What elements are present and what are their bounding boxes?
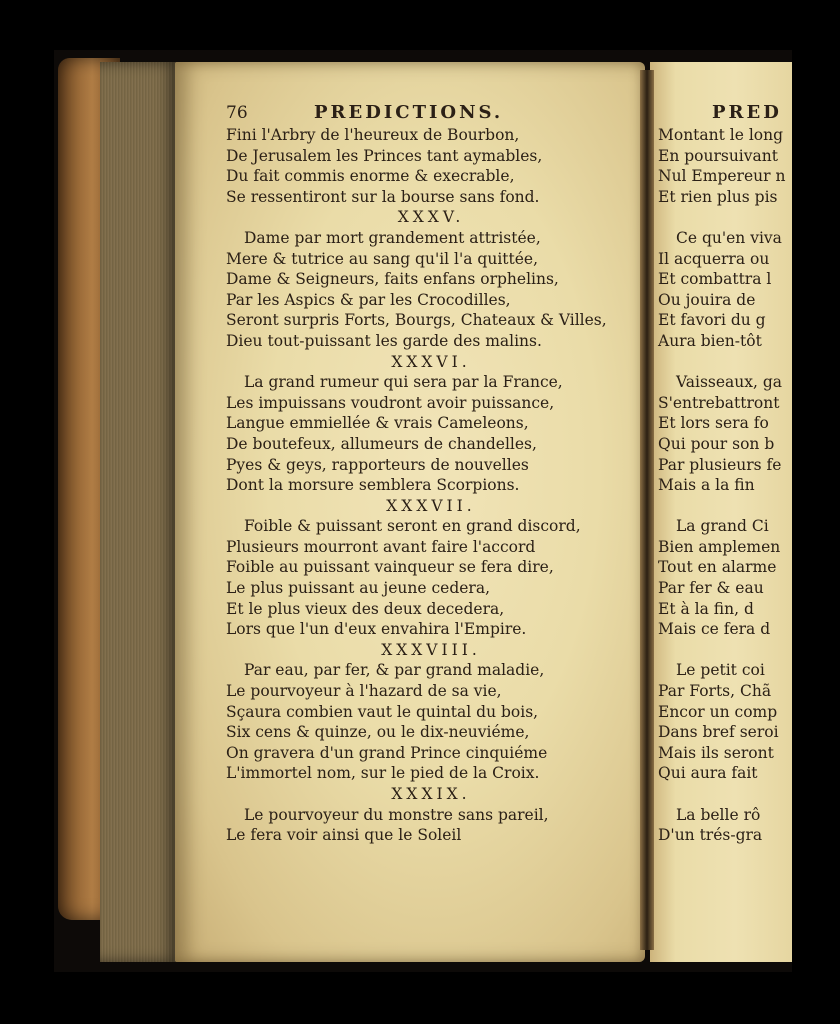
verse-line: Bien amplemen bbox=[658, 537, 781, 556]
verse-line: Langue emmiellée & vrais Cameleons, bbox=[226, 414, 529, 433]
stanza-number: XXXVII. bbox=[386, 496, 476, 515]
verse-line: Le petit coi bbox=[676, 661, 765, 680]
verse-line: Mais ce fera d bbox=[658, 620, 771, 639]
verse-line: Les impuissans voudront avoir puissance, bbox=[226, 393, 555, 412]
verse-line: En poursuivant bbox=[658, 146, 778, 165]
verse-line: Le pourvoyeur du monstre sans pareil, bbox=[244, 805, 549, 824]
page-number: 76 bbox=[226, 103, 248, 123]
verse-line: Et à la fin, d bbox=[658, 599, 754, 618]
verse-line: Six cens & quinze, ou le dix-neuviéme, bbox=[226, 723, 530, 742]
book-gutter bbox=[640, 70, 654, 950]
verse-line: Seront surpris Forts, Bourgs, Chateaux & Villes, bbox=[226, 311, 607, 330]
verse-line: Mere & tutrice au sang qu'il l'a quittée, bbox=[226, 249, 539, 268]
verse-line: De boutefeux, allumeurs de chandelles, bbox=[226, 434, 537, 453]
left-page-lines bbox=[226, 125, 636, 846]
verse-line: Et lors sera fo bbox=[658, 414, 769, 433]
verse-line: Qui aura fait bbox=[658, 764, 758, 783]
verse-line: Fini l'Arbry de l'heureux de Bourbon, bbox=[226, 126, 520, 144]
stanza-gap bbox=[658, 496, 840, 517]
verse-line: Du fait commis enorme & execrable, bbox=[226, 167, 515, 186]
left-page-text bbox=[226, 103, 636, 846]
verse-line: Le plus puissant au jeune cedera, bbox=[226, 579, 491, 598]
stanza-number: XXXIX. bbox=[391, 785, 471, 803]
verse-line: La grand Ci bbox=[676, 517, 769, 536]
verse-line: Lors que l'un d'eux envahira l'Empire. bbox=[226, 620, 527, 639]
verse-line: Par eau, par fer, & par grand maladie, bbox=[244, 661, 545, 680]
verse-line: Qui pour son b bbox=[658, 434, 775, 453]
verse-line: La belle rô bbox=[676, 805, 761, 824]
stanza-number: XXXVIII. bbox=[381, 640, 481, 659]
verse-line: Montant le long bbox=[658, 126, 784, 144]
verse-line: Il acquerra ou bbox=[658, 249, 770, 268]
verse-line: Et le plus vieux des deux decedera, bbox=[226, 599, 505, 618]
verse-line: Se ressentiront sur la bourse sans fond. bbox=[226, 187, 540, 206]
left-page-header bbox=[226, 103, 636, 125]
verse-line: Pyes & geys, rapporteurs de nouvelles bbox=[226, 455, 529, 474]
verse-line: L'immortel nom, sur le pied de la Croix. bbox=[226, 764, 540, 783]
verse-line: Ce qu'en viva bbox=[676, 228, 782, 247]
verse-line: Foible & puissant seront en grand discord, bbox=[244, 517, 581, 536]
right-running-title: PRED bbox=[712, 102, 782, 123]
verse-line: Nul Empereur n bbox=[658, 167, 786, 186]
verse-line: Aura bien-tôt bbox=[658, 331, 762, 350]
verse-line: Le fera voir ainsi que le Soleil bbox=[226, 826, 462, 845]
verse-line: La grand rumeur qui sera par la France, bbox=[244, 373, 563, 392]
stanza-gap bbox=[658, 784, 840, 805]
stanza-gap bbox=[658, 640, 840, 661]
verse-line: Dont la morsure semblera Scorpions. bbox=[226, 476, 520, 495]
verse-line: Tout en alarme bbox=[658, 558, 777, 577]
stanza-number: XXXV. bbox=[397, 208, 465, 227]
verse-line: Et combattra l bbox=[658, 270, 772, 289]
verse-line: On gravera d'un grand Prince cinquiéme bbox=[226, 743, 548, 762]
running-title: PREDICTIONS. bbox=[314, 102, 504, 123]
stanza-gap bbox=[658, 207, 840, 228]
verse-line: Et favori du g bbox=[658, 311, 766, 330]
verse-line: Le pourvoyeur à l'hazard de sa vie, bbox=[226, 682, 502, 701]
verse-line: Par Forts, Chã bbox=[658, 682, 772, 701]
right-page-text bbox=[658, 103, 840, 846]
verse-line: De Jerusalem les Princes tant aymables, bbox=[226, 146, 543, 165]
verse-line: Par fer & eau bbox=[658, 579, 764, 598]
verse-line: Et rien plus pis bbox=[658, 187, 778, 206]
verse-line: Par les Aspics & par les Crocodilles, bbox=[226, 290, 511, 309]
verse-line: Plusieurs mourront avant faire l'accord bbox=[226, 537, 536, 556]
verse-line: Dame par mort grandement attristée, bbox=[244, 228, 541, 247]
verse-line: Par plusieurs fe bbox=[658, 455, 782, 474]
verse-line: S'entrebattront bbox=[658, 393, 780, 412]
verse-line: Vaisseaux, ga bbox=[676, 373, 783, 392]
page-stack-edges bbox=[100, 62, 180, 962]
verse-line: Ou jouira de bbox=[658, 290, 756, 309]
verse-line: D'un trés-gra bbox=[658, 826, 763, 845]
right-page-lines bbox=[658, 125, 840, 846]
verse-line: Foible au puissant vainqueur se fera dire, bbox=[226, 558, 554, 577]
verse-line: Mais a la fin bbox=[658, 476, 755, 495]
stanza-gap bbox=[658, 352, 840, 373]
verse-line: Sçaura combien vaut le quintal du bois, bbox=[226, 702, 539, 721]
verse-line: Mais ils seront bbox=[658, 743, 774, 762]
verse-line: Dieu tout-puissant les garde des malins. bbox=[226, 331, 542, 350]
stanza-number: XXXVI. bbox=[391, 352, 471, 371]
verse-line: Dame & Seigneurs, faits enfans orphelins, bbox=[226, 270, 559, 289]
verse-line: Dans bref seroi bbox=[658, 723, 779, 742]
verse-line: Encor un comp bbox=[658, 702, 778, 721]
